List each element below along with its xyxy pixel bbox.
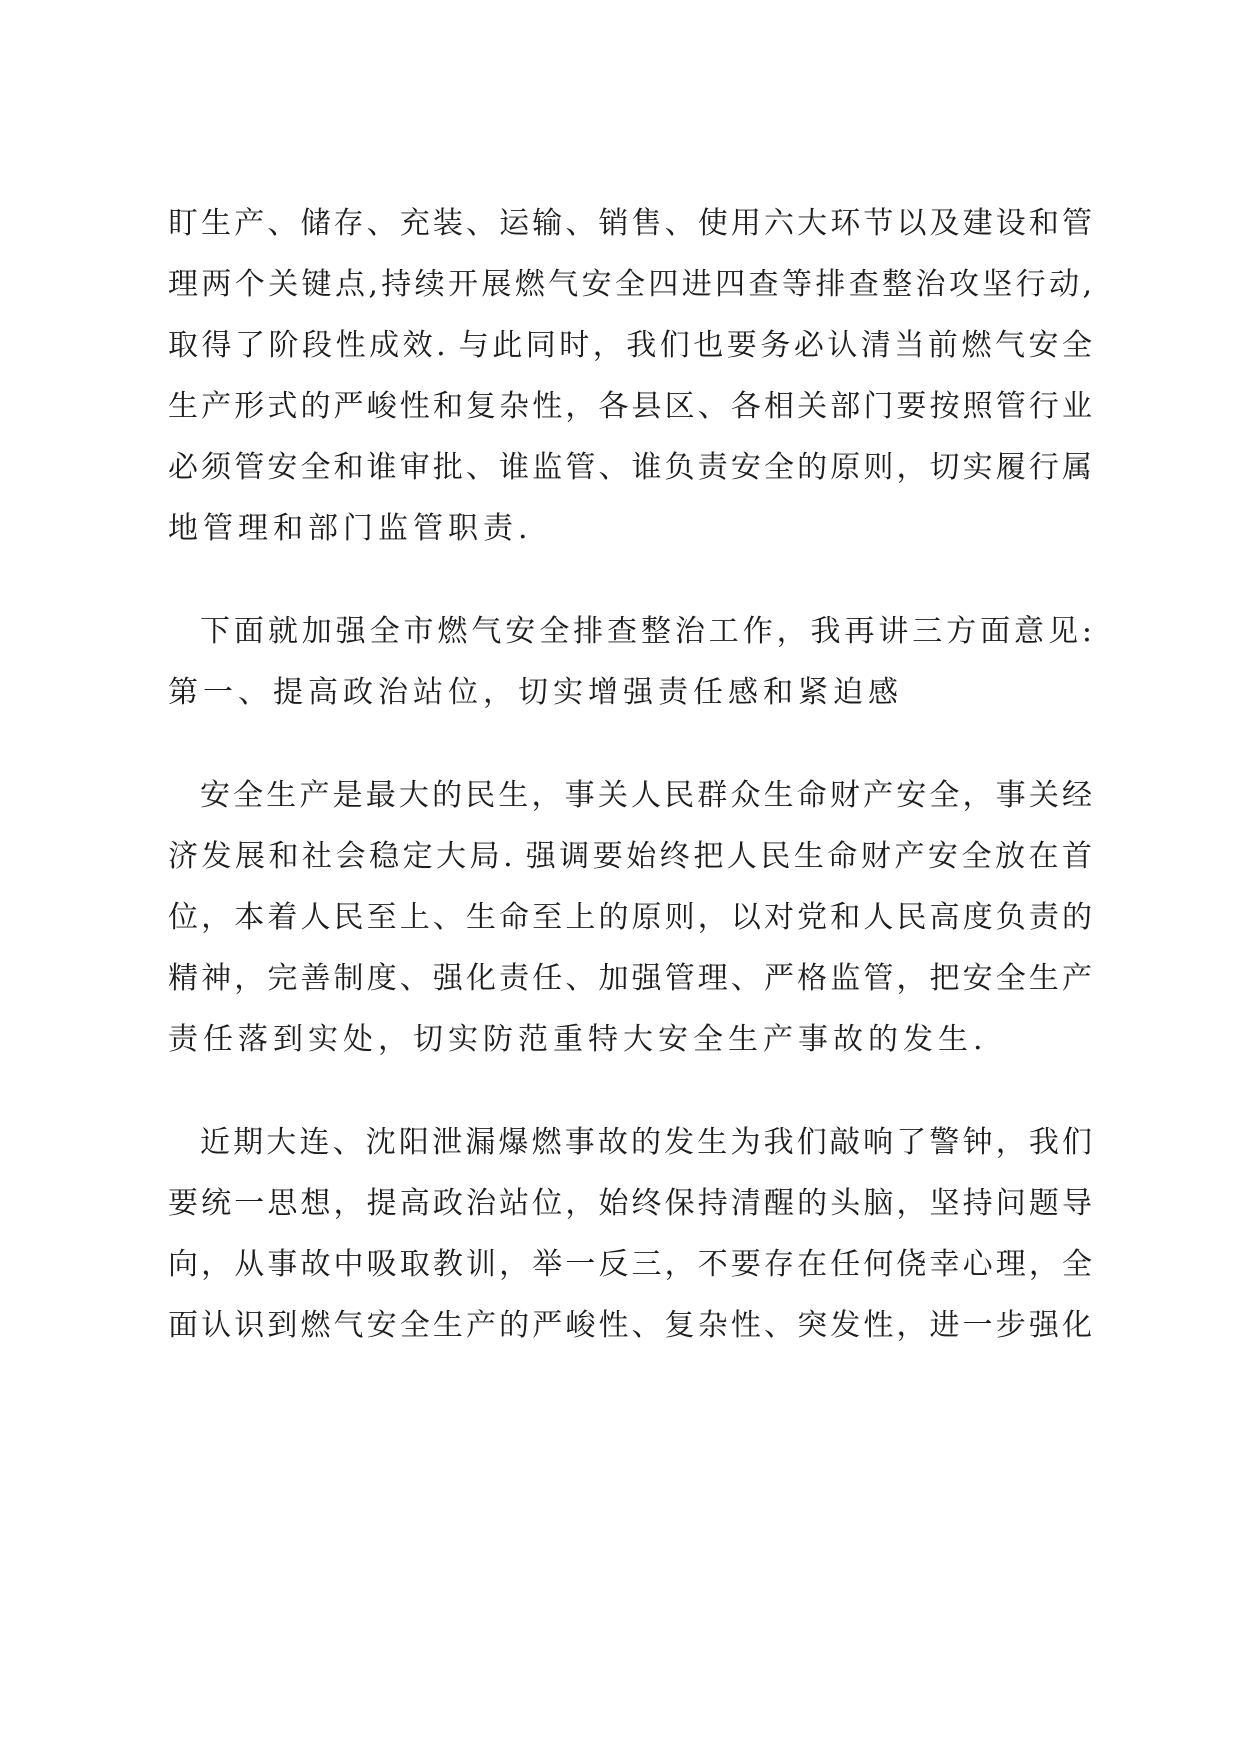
- text-line: 盯生产、储存、充装、运输、销售、使用六大环节以及建设和管: [168, 206, 1092, 241]
- text-line: 下面就加强全市燃气安全排查整治工作，我再讲三方面意见:: [200, 614, 1092, 649]
- text-line: 近期大连、沈阳泄漏爆燃事故的发生为我们敲响了警钟，我们: [200, 1125, 1092, 1160]
- text-line: 必须管安全和谁审批、谁监管、谁负责安全的原则，切实履行属: [168, 450, 1092, 485]
- text-line: 安全生产是最大的民生，事关人民群众生命财产安全，事关经: [200, 778, 1092, 813]
- text-line: 取得了阶段性成效. 与此同时，我们也要务必认清当前燃气安全: [168, 328, 1092, 363]
- text-line: 生产形式的严峻性和复杂性，各县区、各相关部门要按照管行业: [168, 389, 1092, 424]
- section-heading: 第一、提高政治站位，切实增强责任感和紧迫感: [168, 675, 903, 710]
- text-line: 理两个关键点,持续开展燃气安全四进四查等排查整治攻坚行动,: [168, 267, 1092, 302]
- text-line: 责任落到实处，切实防范重特大安全生产事故的发生.: [168, 1022, 988, 1057]
- text-line: 位，本着人民至上、生命至上的原则，以对党和人民高度负责的: [168, 900, 1092, 935]
- text-line: 面认识到燃气安全生产的严峻性、复杂性、突发性，进一步强化: [168, 1308, 1092, 1343]
- text-line: 向，从事故中吸取教训，举一反三，不要存在任何侥幸心理，全: [168, 1247, 1092, 1282]
- text-line: 要统一思想，提高政治站位，始终保持清醒的头脑，坚持问题导: [168, 1186, 1092, 1221]
- text-line: 地管理和部门监管职责.: [168, 511, 533, 546]
- text-line: 济发展和社会稳定大局. 强调要始终把人民生命财产安全放在首: [168, 839, 1092, 874]
- text-line: 精神，完善制度、强化责任、加强管理、严格监管，把安全生产: [168, 961, 1092, 996]
